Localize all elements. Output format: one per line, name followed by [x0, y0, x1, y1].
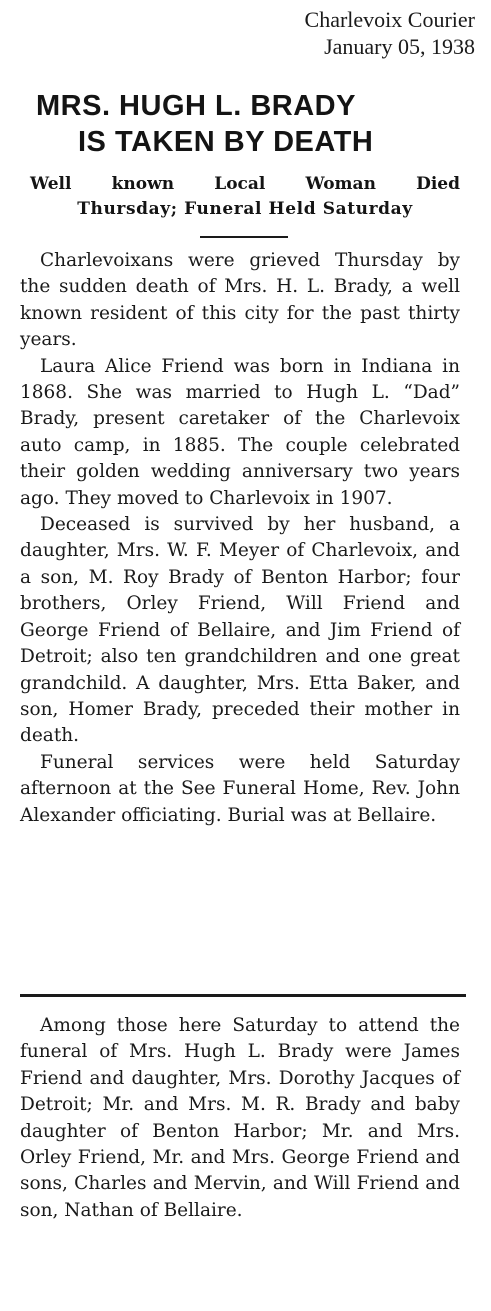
short-divider: [200, 236, 288, 238]
subheadline: [30, 172, 460, 222]
attendees-paragraph: Among those here Saturday to attend the funeral of Mrs. Hugh L. Brady were James Friend and daughter, Mrs. Dorothy Jacques of Detroit; Mr. and Mrs. M. R. Brady and baby daughter of Benton Harbor; Mr. and Mrs. Orley Friend, Mr. and Mrs. George Friend and sons, Charles and Mervin, and Will Friend and son, Nathan of Bellaire.: [20, 1015, 460, 1221]
article-body: [20, 248, 460, 829]
subheadline-word: known: [111, 174, 175, 194]
article-paragraph: Laura Alice Friend was born in Indiana in 1868. She was married to Hugh L. “Dad” Brady, present caretaker of the Charlevoix auto camp, in 1885. The couple celebrated their golden wedding anniversary two years ago. They moved to Charlevoix in 1907.: [20, 355, 460, 509]
subheadline-line-2: Thursday; Funeral Held Saturday: [77, 199, 413, 219]
publication-date: January 05, 1938: [324, 34, 475, 59]
section-divider: [20, 994, 466, 997]
newspaper-name: Charlevoix Courier: [304, 7, 475, 32]
funeral-attendees: [20, 1013, 460, 1224]
subheadline-word: Well: [30, 174, 72, 194]
subheadline-word: Woman: [305, 174, 376, 194]
headline: [0, 88, 491, 160]
article-paragraph: Deceased is survived by her husband, a daughter, Mrs. W. F. Meyer of Charlevoix, and a son, M. Roy Brady of Benton Harbor; four brothers, Orley Friend, Will Friend and George Friend of Bellaire, and Jim Friend of Detroit; also ten grandchildren and one great grandchild. A daughter, Mrs. Etta Baker, and son, Homer Brady, preceded their mother in death.: [20, 514, 460, 747]
article-paragraph: Funeral services were held Saturday afternoon at the See Funeral Home, Rev. John Alexander officiating. Burial was at Bellaire.: [20, 751, 460, 826]
article-paragraph: Charlevoixans were grieved Thursday by the sudden death of Mrs. H. L. Brady, a well known resident of this city for the past thirty years.: [20, 250, 460, 351]
subheadline-line-1: [30, 172, 460, 197]
subheadline-word: Local: [214, 174, 266, 194]
headline-line-2: IS TAKEN BY DEATH: [78, 126, 374, 158]
subheadline-word: Died: [416, 174, 460, 194]
masthead: [305, 6, 475, 60]
headline-line-1: MRS. HUGH L. BRADY: [36, 90, 356, 122]
